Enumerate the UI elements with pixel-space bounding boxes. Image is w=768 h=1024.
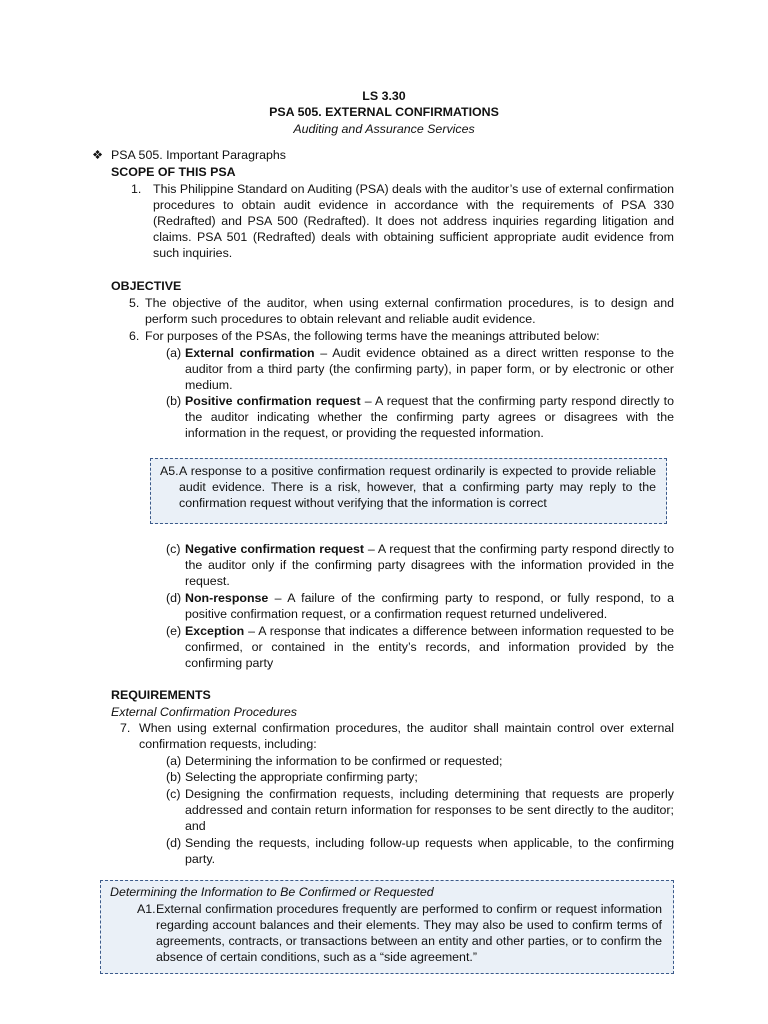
item-label: (b) — [166, 770, 182, 784]
note-heading: Determining the Information to Be Confirmed or Requested — [110, 885, 434, 899]
requirement-item: Designing the confirmation requests, including determining that requests are properly addressed and contain return information for responses to be sent directly to the auditor; and — [185, 787, 674, 833]
requirements-paragraph-7: When using external confirmation procedures, the auditor shall maintain control over external confirmation requests, including: — [139, 721, 674, 751]
item-label: (e) — [166, 624, 182, 638]
application-note-a1 — [100, 880, 674, 974]
application-note-a5 — [150, 458, 667, 524]
definition-positive-confirmation — [185, 393, 674, 441]
note-text: External confirmation procedures frequently are performed to confirm or request information regarding account balances and their elements. They may also be used to confirm terms of agreements, contracts, or transactions between an entity and other parties, or to confirm the absence of certain conditions, such as a “side agreement.” — [156, 902, 662, 964]
requirements-heading: REQUIREMENTS — [111, 688, 211, 702]
bullet-heading: PSA 505. Important Paragraphs — [111, 148, 286, 162]
item-label: (d) — [166, 591, 182, 605]
item-label: (b) — [166, 394, 182, 408]
definition-non-response — [185, 590, 674, 622]
term: External confirmation — [185, 346, 315, 360]
diamond-bullet-icon: ❖ — [92, 148, 104, 162]
requirement-item: Selecting the appropriate confirming party; — [185, 770, 418, 784]
requirement-item: Sending the requests, including follow-up requests when applicable, to the confirming party. — [185, 836, 674, 866]
scope-paragraph-1: This Philippine Standard on Auditing (PSA) deals with the auditor’s use of external confirmation procedures to obtain audit evidence in accordance with the requirements of PSA 330 (Redrafted) and PSA 500 (Redrafted). It does not address inquiries regarding litigation and claims. PSA 501 (Redrafted) deals with obtaining sufficient appropriate audit evidence from such inquiries. — [153, 182, 674, 260]
note-label: A1. — [137, 902, 156, 916]
item-label: (d) — [166, 836, 182, 850]
objective-heading: OBJECTIVE — [111, 279, 182, 293]
definition-external-confirmation — [185, 345, 674, 393]
item-label: (c) — [166, 542, 181, 556]
objective-paragraph-6: For purposes of the PSAs, the following terms have the meanings attributed below: — [145, 329, 600, 343]
definition-text: – Audit evidence obtained as a direct written response to the auditor from a third party (the confirming party), in paper form, or by electronic or other medium. — [185, 346, 675, 392]
definition-text: – A request that the confirming party respond directly to the auditor indicating whether the confirming party agrees or disagrees with the information in the request, or providing the requested information. — [185, 394, 674, 440]
definition-text: – A request that the confirming party respond directly to the auditor only if the confirming party disagrees with the information provided in the request. — [185, 542, 674, 588]
term: Non-response — [185, 591, 269, 605]
requirements-subheading: External Confirmation Procedures — [111, 705, 297, 719]
definition-exception — [185, 623, 674, 671]
definition-text: – A response that indicates a difference between information requested to be confirmed, or contained in the entity’s records, and information provided by the confirming party — [185, 624, 674, 670]
paragraph-number: 7. — [120, 721, 131, 735]
item-label: (a) — [166, 346, 182, 360]
note-text: A response to a positive confirmation request ordinarily is expected to provide reliable audit evidence. There is a risk, however, that a confirming party may reply to the confirmation request without verifying that the information is correct — [179, 464, 656, 510]
definition-text: – A failure of the confirming party to respond, or fully respond, to a positive confirmation request, or a confirmation request returned undelivered. — [185, 591, 674, 621]
term: Negative confirmation request — [185, 542, 365, 556]
note-label: A5. — [160, 464, 179, 478]
paragraph-number: 6. — [129, 329, 140, 343]
item-label: (c) — [166, 787, 181, 801]
term: Exception — [185, 624, 245, 638]
objective-paragraph-5: The objective of the auditor, when using external confirmation procedures, is to design and perform such procedures to obtain relevant and reliable audit evidence. — [145, 296, 674, 326]
paragraph-number: 5. — [129, 296, 140, 310]
item-label: (a) — [166, 754, 182, 768]
requirement-item: Determining the information to be confirmed or requested; — [185, 754, 503, 768]
page-title: PSA 505. EXTERNAL CONFIRMATIONS — [269, 105, 499, 119]
definition-negative-confirmation — [185, 541, 674, 589]
term: Positive confirmation request — [185, 394, 361, 408]
scope-heading: SCOPE OF THIS PSA — [111, 165, 236, 179]
document-code: LS 3.30 — [362, 89, 406, 103]
paragraph-number: 1. — [131, 182, 142, 196]
page-subtitle: Auditing and Assurance Services — [293, 122, 475, 136]
